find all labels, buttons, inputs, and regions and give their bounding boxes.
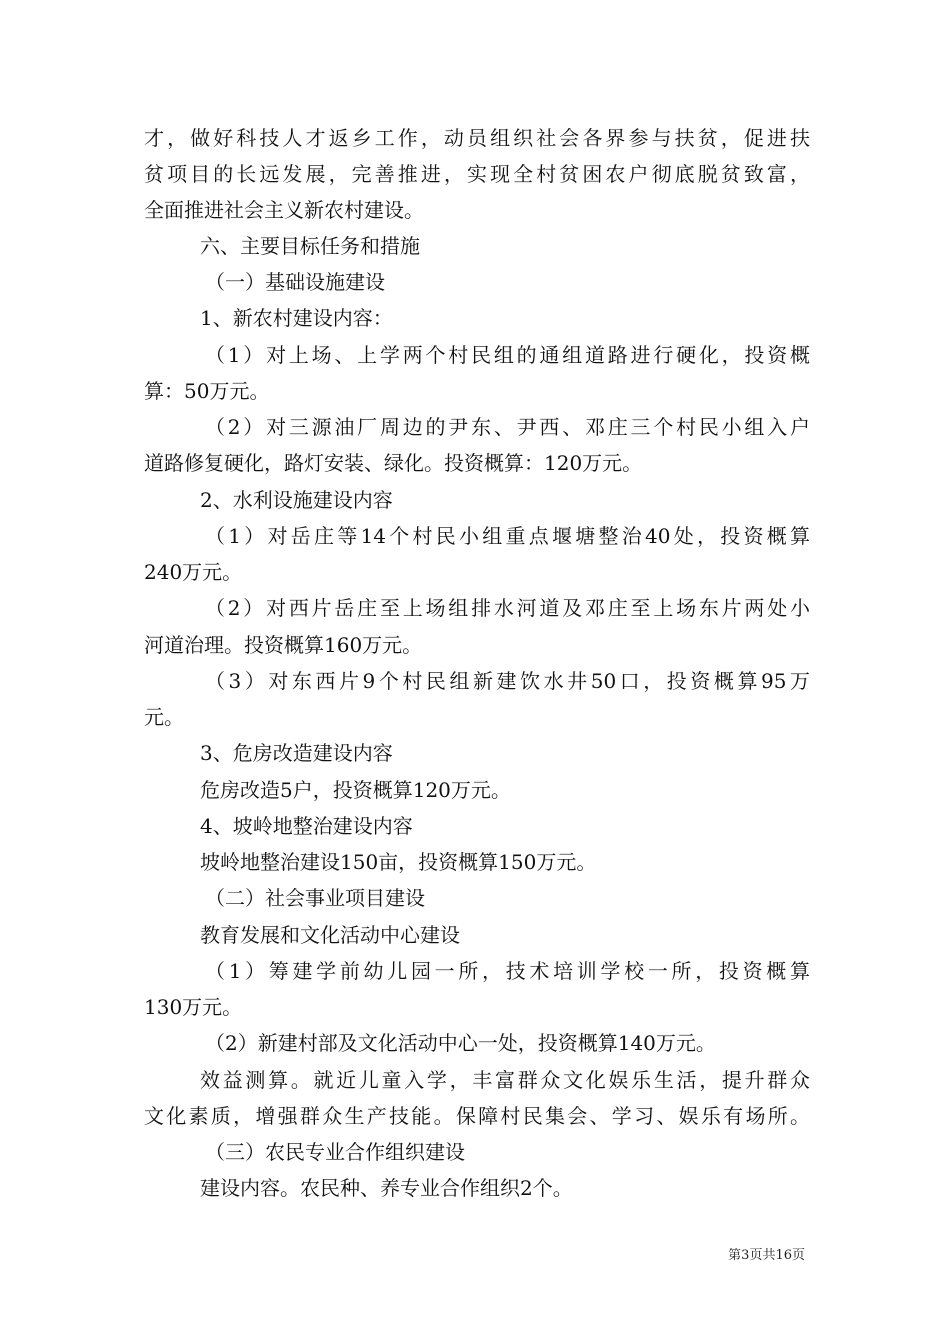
text-line: （1）筹建学前幼儿园一所，技术培训学校一所，投资概算 [205,959,810,983]
text-line: 文化素质，增强群众生产技能。保障村民集会、学习、娱乐有场所。 [144,1104,810,1128]
text-line: 效益测算。就近儿童入学，丰富群众文化娱乐生活，提升群众 [200,1068,810,1092]
text-line: 贫项目的长远发展，完善推进，实现全村贫困农户彻底脱贫致富， [144,162,810,186]
subsection-heading: （三）农民专业合作组织建设 [205,1140,465,1164]
text-line: （1）对上场、上学两个村民组的通组道路进行硬化，投资概 [205,343,810,367]
item-heading: 1、新农村建设内容： [200,306,393,330]
text-line: 危房改造5户，投资概算120万元。 [200,778,511,802]
section-heading: 六、主要目标任务和措施 [200,234,420,258]
text-line: 240万元。 [144,560,243,584]
text-line: （2）对三源油厂周边的尹东、尹西、邓庄三个村民小组入户 [205,415,810,439]
text-line: 全面推进社会主义新农村建设。 [144,198,424,222]
text-line: 建设内容。农民种、养专业合作组织2个。 [200,1176,573,1200]
subsection-heading: （一）基础设施建设 [205,270,385,294]
text-line: （3）对东西片9个村民组新建饮水井50口，投资概算95万 [205,669,810,693]
page-number: 第3页共16页 [728,1248,805,1263]
text-line: 坡岭地整治建设150亩，投资概算150万元。 [200,850,597,874]
text-line: （2）对西片岳庄至上场组排水河道及邓庄至上场东片两处小 [205,596,810,620]
text-line: 河道治理。投资概算160万元。 [144,633,423,657]
text-line: 才，做好科技人才返乡工作，动员组织社会各界参与扶贫，促进扶 [144,126,810,150]
text-line: 元。 [144,705,184,729]
text-line: 130万元。 [144,995,243,1019]
text-line: （2）新建村部及文化活动中心一处，投资概算140万元。 [205,1031,716,1055]
text-line: 算：50万元。 [144,379,270,403]
item-heading: 2、水利设施建设内容 [200,488,393,512]
text-line: （1）对岳庄等14个村民小组重点堰塘整治40处，投资概算 [205,524,810,548]
subsection-heading: （二）社会事业项目建设 [205,886,425,910]
item-heading: 4、坡岭地整治建设内容 [200,814,413,838]
item-heading: 3、危房改造建设内容 [200,741,393,765]
item-heading: 教育发展和文化活动中心建设 [200,923,460,947]
text-line: 道路修复硬化，路灯安装、绿化。投资概算：120万元。 [144,451,643,475]
